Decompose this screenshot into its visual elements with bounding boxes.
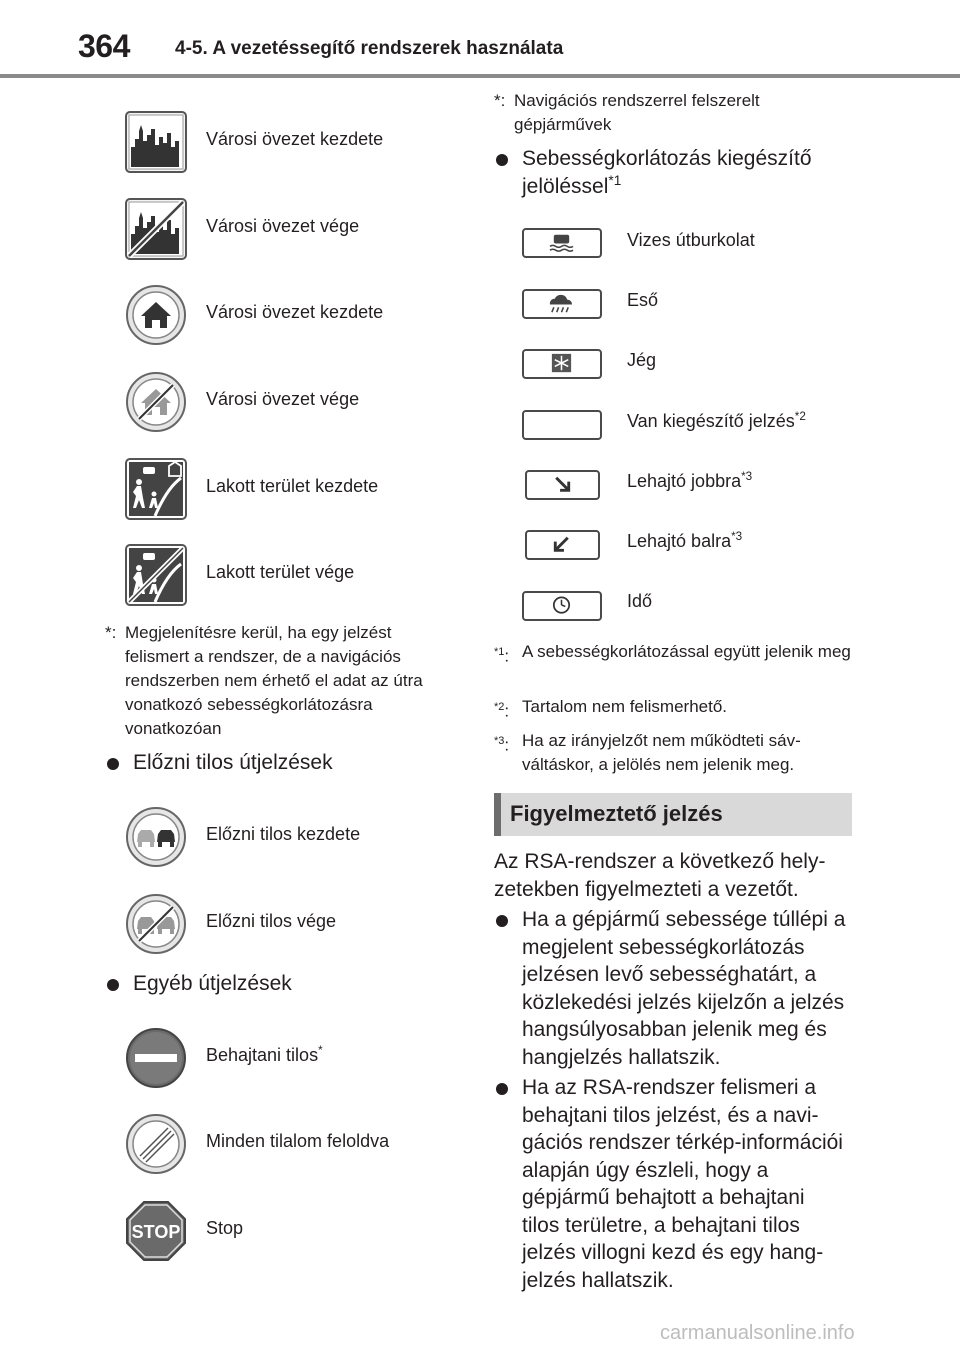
- page-header: [0, 0, 960, 80]
- warning-bullet-speed: Ha a gépjármű sebessége túllépi a megjelent sebességkorlátozás jelzésen levő sebességhatárt, a közlekedési jelzés kijelzőn a jelzés hangsúlyosabban jelenik meg és hangjelzés hallatszik.: [496, 906, 846, 1071]
- header-rule: [0, 74, 960, 78]
- suppl-label: Van kiegészítő jelzés$^{*2}$: [627, 410, 806, 431]
- bullet-icon: [496, 154, 508, 166]
- no-overtaking-sign-icon: [125, 806, 187, 868]
- footnote-1: $^{*1}$: A sebességkorlátozással együtt jelenik meg: [494, 642, 851, 666]
- sign-label: Városi övezet vége: [206, 389, 360, 409]
- warning-title: Figyelmeztető jelzés: [510, 801, 723, 826]
- sign-label: Minden tilalom feloldva: [206, 1131, 390, 1151]
- other-signs-heading: Egyéb útjelzések: [107, 970, 467, 998]
- supplementary-heading: Sebességkorlátozás kiegészítő jelöléssel$^{*1}$: [496, 145, 846, 200]
- snowflake-icon: [524, 351, 599, 376]
- note-text: Megjelenítésre kerül, ha egy jelzést felismert a rendszer, de a navigációs rendszerben nem érhető el adat az útra vonatkozó sebességkorlátozásra vonatkozóan: [125, 623, 423, 738]
- sign-label: Városi övezet kezdete: [206, 302, 384, 322]
- note-marker: *:: [105, 623, 117, 642]
- page-number: 364: [78, 28, 130, 64]
- suppl-label: Lehajtó jobbra$^{*3}$: [627, 470, 753, 491]
- city-start-sign-icon: [125, 111, 187, 173]
- note-navigation-data: [105, 621, 455, 741]
- sign-label: Lakott terület vége: [206, 562, 355, 582]
- no-entry-sign-icon: [125, 1027, 187, 1089]
- sign-label: Lakott terület kezdete: [206, 476, 379, 496]
- bullet-icon: [107, 758, 119, 770]
- sign-label: Előzni tilos kezdete: [206, 824, 361, 844]
- sign-label: Stop: [206, 1218, 244, 1238]
- overtaking-heading: Előzni tilos útjelzések: [107, 749, 467, 777]
- warning-section-heading: [494, 793, 852, 836]
- bullet-icon: [496, 915, 508, 927]
- note-marker: *:: [494, 91, 506, 110]
- sign-label: Városi övezet kezdete: [206, 129, 384, 149]
- suppl-label: Jég: [627, 350, 657, 370]
- residential-end-sign-icon: [125, 544, 187, 606]
- note-text: Navigációs rendszerrel felszerelt gépjárművek: [514, 91, 760, 134]
- suppl-label: Lehajtó balra$^{*3}$: [627, 530, 743, 551]
- watermark: carmanualsonline.info: [660, 1322, 855, 1344]
- sign-label: Városi övezet vége: [206, 216, 360, 236]
- sign-label: Előzni tilos vége: [206, 911, 337, 931]
- exit-right-arrow-icon: [527, 472, 597, 497]
- stop-sign-text: STOP: [131, 1222, 181, 1242]
- exit-left-arrow-icon: [527, 532, 597, 557]
- residential-start-sign-icon: [125, 458, 187, 520]
- footnote-2: $^{*2}$: Tartalom nem felismerhető.: [494, 697, 728, 721]
- blank-plate-icon: [522, 410, 602, 440]
- rain-cloud-icon: [524, 291, 599, 316]
- suppl-label: Vizes útburkolat: [627, 230, 755, 250]
- bullet-icon: [107, 979, 119, 991]
- footnote-3: $^{*3}$: Ha az irányjelzőt nem működteti sávváltáskor, a jelölés nem jelenik meg.: [494, 731, 801, 774]
- stop-sign-icon: [125, 1200, 187, 1262]
- city-end-sign-icon: [125, 198, 187, 260]
- sign-label: Behajtani tilos*: [206, 1044, 323, 1065]
- suppl-label: Idő: [627, 591, 653, 611]
- warning-intro: Az RSA-rendszer a következő helyzetekben figyelmezteti a vezetőt.: [494, 850, 826, 901]
- section-title: 4-5. A vezetéssegítő rendszerek használata: [175, 38, 564, 59]
- bullet-icon: [496, 1083, 508, 1095]
- suppl-label: Eső: [627, 290, 659, 310]
- clock-icon: [524, 593, 599, 618]
- wet-road-icon: [524, 230, 599, 255]
- house-round-sign-icon: [125, 284, 187, 346]
- no-overtaking-end-sign-icon: [125, 893, 187, 955]
- end-of-restrictions-sign-icon: [125, 1113, 187, 1175]
- note-navigation-equipped: [494, 89, 824, 137]
- warning-bullet-no-entry: Ha az RSA-rendszer felismeri a behajtani tilos jelzést, és a navigációs rendszer térkép-információi alapján úgy észleli, hogy a gépjármű behajtott a behajtani tilos területre, a behajtani tilos jelzés villogni kezd és egy hangjelzés hallatszik.: [496, 1074, 846, 1294]
- house-round-end-sign-icon: [125, 371, 187, 433]
